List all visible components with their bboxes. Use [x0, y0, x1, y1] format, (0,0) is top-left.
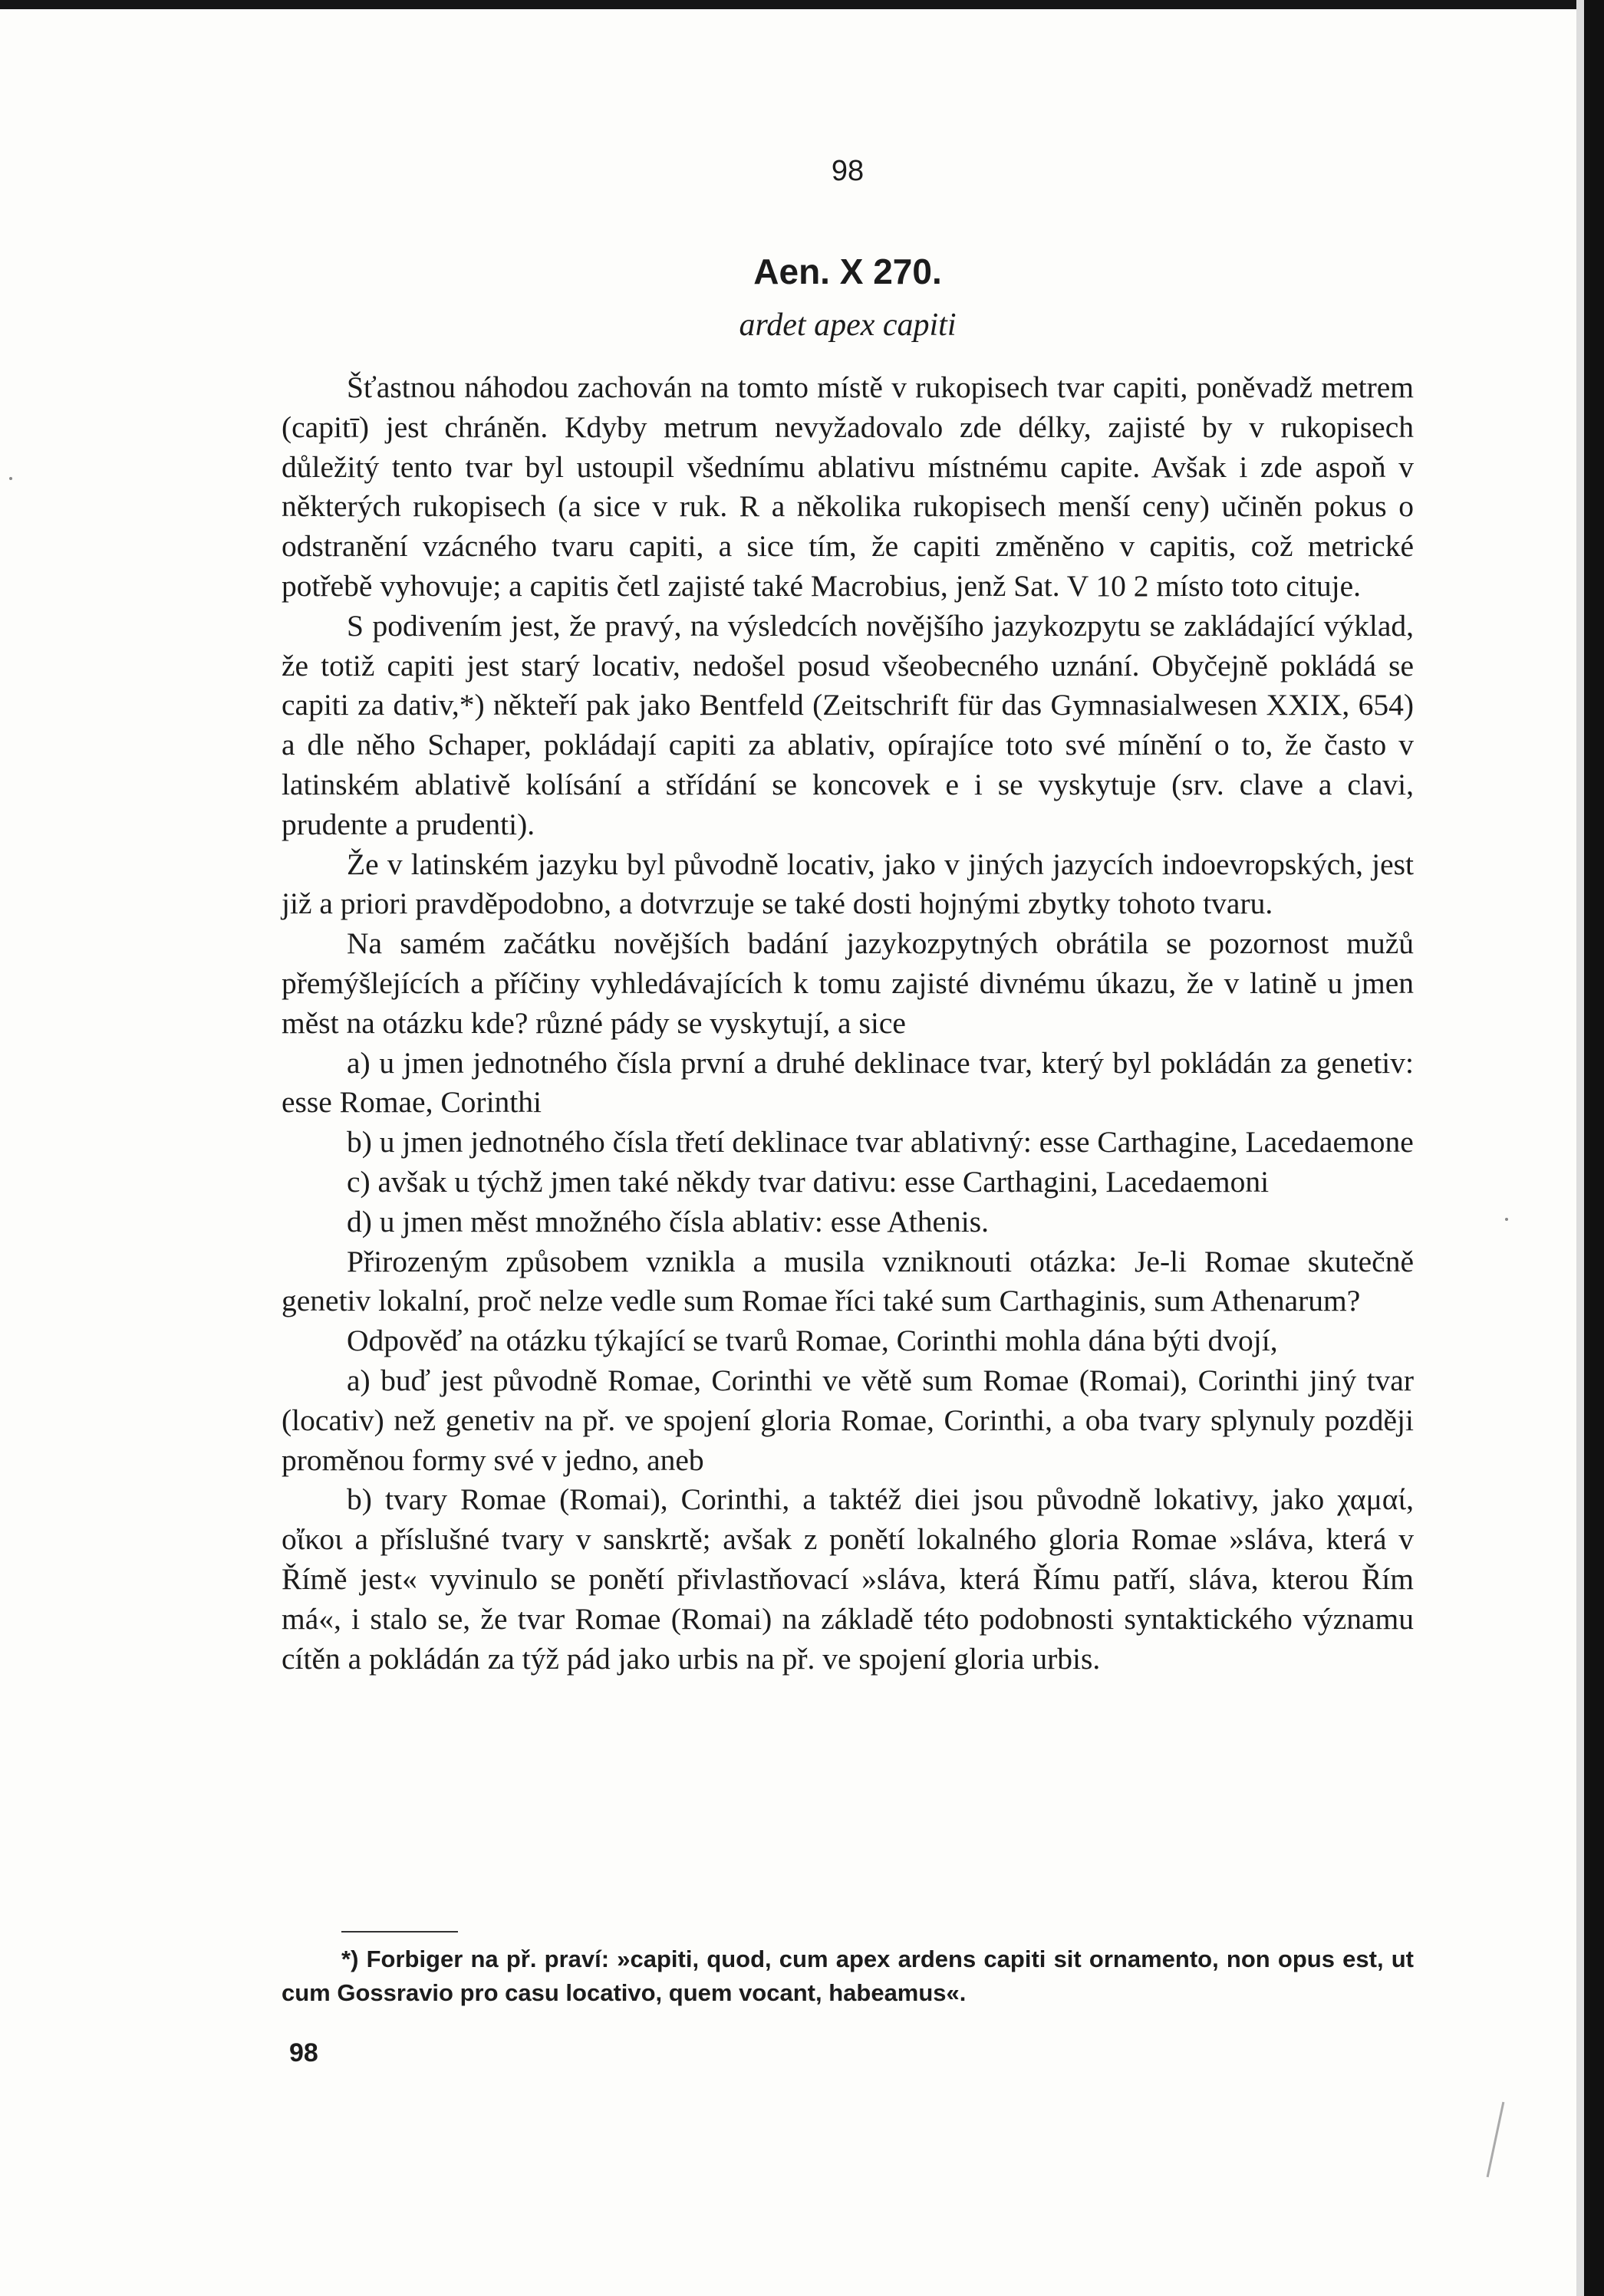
paragraph: Že v latinském jazyku byl původně locativ, jako v jiných jazycích indoevropských, jest již a priori pravděpodobno, a dotvrzuje se také dosti hojnými zbytky tohoto tvaru.	[282, 847, 1414, 921]
paragraph: Přirozeným způsobem vznikla a musila vzniknouti otázka: Je-li Romae skutečně genetiv lokalní, proč nelze vedle sum Romae říci také sum Carthaginis, sum Athenarum?	[282, 1244, 1414, 1318]
page-body	[282, 368, 1414, 1679]
footnote-rule	[341, 1931, 458, 1933]
scan-pencil-mark	[1487, 2102, 1505, 2177]
footnote	[282, 1942, 1414, 2010]
list-item-d: d) u jmen měst množného čísla ablativ: esse Athenis.	[347, 1204, 990, 1238]
page-number-bottom: 98	[289, 2038, 318, 2067]
answer-a: a) buď jest původně Romae, Corinthi ve větě sum Romae (Romai), Corinthi jiný tvar (locativ) než genetiv na př. ve spojení gloria Romae, Corinthi, a oba tvary splynuly později proměnou formy své v jedno, aneb	[282, 1363, 1414, 1477]
list-item-a: a) u jmen jednotného čísla první a druhé deklinace tvar, který byl pokládán za genetiv: esse Romae, Corinthi	[282, 1045, 1414, 1120]
footnote-text: *) Forbiger na př. praví: »capiti, quod, cum apex ardens capiti sit ornamento, non opus est, ut cum Gossravio pro casu locativo, quem vocant, habeamus«.	[282, 1946, 1414, 2006]
list-item-c: c) avšak u týchž jmen také někdy tvar dativu: esse Carthagini, Lacedaemoni	[347, 1164, 1270, 1199]
scan-speck	[9, 477, 12, 480]
list-item-b: b) u jmen jednotného čísla třetí deklinace tvar ablativný: esse Carthagine, Lacedaemone	[347, 1125, 1414, 1160]
scan-top-edge	[0, 0, 1604, 9]
paragraph: Šťastnou náhodou zachován na tomto místě v rukopisech tvar capiti, poněvadž metrem (capitī) jest chráněn. Kdyby metrum nevyžadovalo zde délky, zajisté by v rukopisech důležitý tento tvar byl ustoupil všednímu ablativu místnému capite. Avšak i zde aspoň v některých rukopisech (a sice v ruk. R a několika rukopisech menší ceny) učiněn pokus o odstranění vzácného tvaru capiti, a sice tím, že capiti změněno v capitis, což metrické potřebě vyhovuje; a capitis četl zajisté také Macrobius, jenž Sat. V 10 2 místo toto cituje.	[282, 370, 1414, 603]
section-subheading: ardet apex capiti	[739, 308, 957, 343]
scan-right-edge	[1584, 0, 1604, 2296]
page-number-top: 98	[831, 155, 865, 187]
paragraph: Odpověď na otázku týkající se tvarů Romae, Corinthi mohla dána býti dvojí,	[347, 1324, 1278, 1358]
scan-inner-edge	[1576, 0, 1584, 2296]
section-heading: Aen. X 270.	[753, 252, 942, 291]
paragraph: S podivením jest, že pravý, na výsledcích novějšího jazykozpytu se zakládající výklad, že totiž capiti jest starý locativ, nedošel posud všeobecného uznání. Obyčejně pokládá se capiti za dativ,*) někteří pak jako Bentfeld (Zeitschrift für das Gymnasialwesen XXIX, 654) a dle něho Schaper, pokládají capiti za ablativ, opírajíce toto své mínění o to, že často v latinském ablativě kolísání a střídání se koncovek e i se vyskytuje (srv. clave a clavi, prudente a prudenti).	[282, 608, 1414, 841]
scan-speck	[1505, 1218, 1508, 1221]
answer-b: b) tvary Romae (Romai), Corinthi, a taktéž diei jsou původně lokativy, jako χαμαί, οἴκοι a příslušné tvary v sanskrtě; avšak z ponětí lokalného gloria Romae »sláva, která v Římě jest« vyvinulo se ponětí přivlastňovací »sláva, která Římu patří, sláva, kterou Řím má«, i stalo se, že tvar Romae (Romai) na základě této podobnosti syntaktického významu cítěn a pokládán za týž pád jako urbis na př. ve spojení gloria urbis.	[282, 1482, 1414, 1676]
paragraph: Na samém začátku novějších badání jazykozpytných obrátila se pozornost mužů přemýšlejících a příčiny vyhledávajících k tomu zajisté divnému úkazu, že v latině u jmen měst na otázku kde? různé pády se vyskytují, a sice	[282, 926, 1414, 1040]
